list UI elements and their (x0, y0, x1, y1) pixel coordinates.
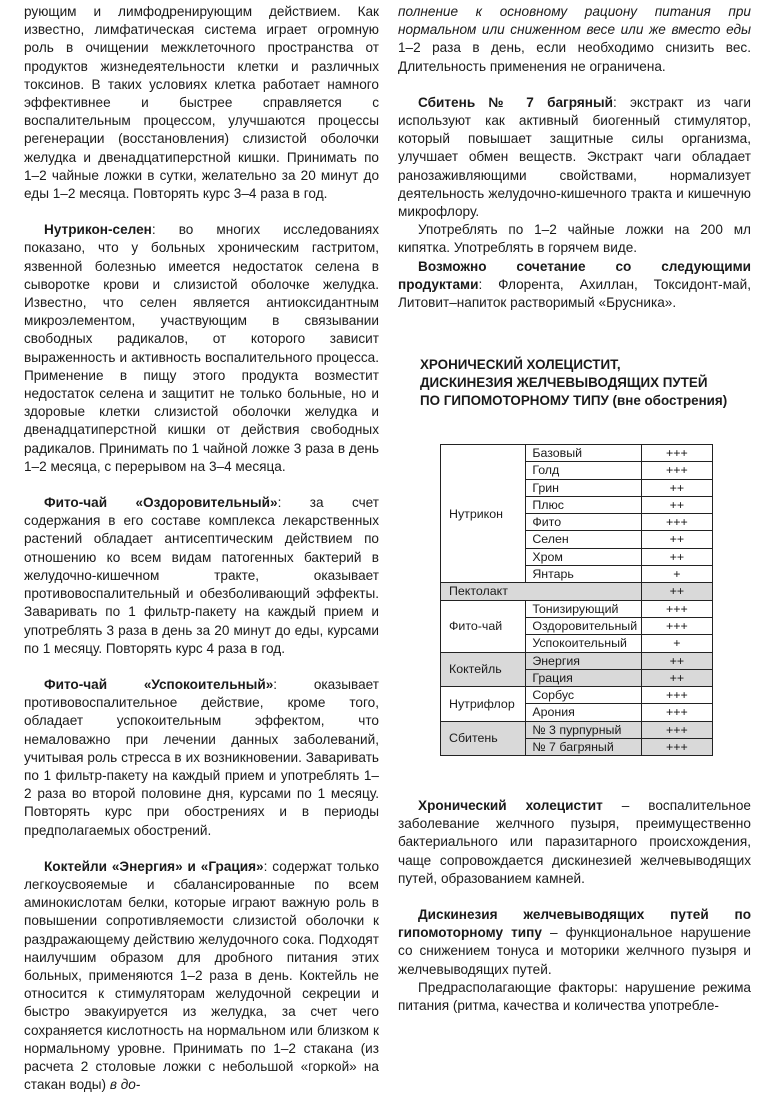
product-name: Селен (526, 531, 641, 548)
product-rating: ++ (641, 479, 712, 496)
product-rating: ++ (641, 548, 712, 565)
group-pektolakt: Пектолакт (441, 583, 642, 600)
product-name: Грин (526, 479, 641, 496)
term-fito-ozdorov: Фито-чай «Оздоровительный» (44, 495, 278, 511)
paragraph-usage: Употреблять по 1–2 чайные ложки на 200 мл кипятка. Употреблять в горячем виде. (398, 222, 751, 256)
table-row (441, 583, 713, 600)
paragraph-kokteili: Коктейли «Энергия» и «Грация»: содержат только легкоусвояемые и сбалансированные по всем аминокислотам белки, которые играют важную роль в повышении сопротивляемости слизистой оболочки к раздражающему действию желудочного сока. Подходят наилучшим образом для дробного питания этих больных, применяются 1–2 раза в день. Коктейль не относится к стимуляторам желудочной секреции и быстро эвакуируется из желудка, за счет чего сохраняется кислотность на нормальном или близком к нормальному уровне. Принимать по 1–2 стакана (из расчета 2 столовые ложки с небольшой «горкой» на стакан воды) в до- (24, 858, 379, 1093)
product-name: Голд (526, 462, 641, 479)
product-name: Энергия (526, 652, 641, 669)
paragraph-dyskinesia: Дискинезия желчевыводящих путей по гипомоторному типу – функциональное нарушение со снижением тонуса и моторики желчного пузыря и желчевыводящих путей. (398, 907, 751, 977)
term-fito-uspok: Фито-чай «Успокоительный» (44, 676, 274, 692)
group-nutrikon: Нутрикон (441, 445, 526, 583)
product-name: № 7 багряный (526, 739, 641, 756)
group-nutriflor: Нутрифлор (441, 687, 526, 722)
product-name: Сорбус (526, 687, 641, 704)
product-name: Базовый (526, 445, 641, 462)
table-row (441, 652, 713, 669)
group-sbiten: Сбитень (441, 721, 526, 756)
product-rating: ++ (641, 531, 712, 548)
product-name: Фито (526, 514, 641, 531)
product-rating: +++ (641, 721, 712, 738)
paragraph-fito-ozdorov: Фито-чай «Оздоровительный»: за счет содержания в его составе комплекса лекарственных растений обладает антисептическим действием по отношению ко всем видам патогенных бактерий в желудочно-кишечном тракте, оказывает противовоспалительный и обезболивающий эффекты. Заваривать по 1 фильтр-пакету на каждый прием и употреблять 3 раза в день за 20 минут до еды, курсами по 1 месяцу. Повторять курс 4 раза в год. (24, 495, 380, 656)
product-rating: +++ (641, 617, 712, 634)
product-rating: +++ (641, 600, 712, 617)
product-name: Оздоровительный (526, 617, 641, 634)
group-kokteil: Коктейль (441, 652, 526, 687)
term-kokteili: Коктейли «Энергия» и «Грация» (44, 858, 264, 874)
product-name: Тонизирующий (526, 600, 641, 617)
product-name: Успокоительный (526, 635, 641, 652)
term-combination: Возможно сочетание со следующими продуктами (398, 258, 751, 292)
product-rating: + (641, 635, 712, 652)
product-name: Янтарь (526, 566, 641, 583)
paragraph-nutrikon-selen: Нутрикон-селен: во многих исследованиях показано, что у больных хроническим гастритом, язвенной болезнью имеется недостаток селена в сыворотке крови и слизистой оболочке желудка. Известно, что селен является антиоксидантным микроэлементом, участвующим в связывании свободных радикалов, от которого зависит выраженность и активность воспалительного процесса. Применение в пищу этого продукта возместит недостаток селена и защитит не только больные, но и здоровые клетки слизистой оболочки желудка и двенадцатиперстной кишки от действия свободных радикалов. Принимать по 1 чайной ложке 3 раза в день 1–2 месяца, с перерывом на 3–4 месяца. (24, 222, 379, 474)
term-cholecystitis: Хронический холецистит (418, 798, 603, 813)
paragraph-factors: Предрасполагающие факторы: нарушение режима питания (ритма, качества и количества употребле- (398, 979, 751, 1014)
product-rating: + (641, 566, 712, 583)
group-fito-chai: Фито-чай (441, 600, 526, 652)
product-rating: ++ (641, 583, 712, 600)
term-nutrikon-selen: Нутрикон-селен (44, 222, 152, 238)
product-rating: +++ (641, 704, 712, 721)
product-rating: ++ (641, 669, 712, 686)
paragraph-continuation: полнение к основному рациону питания при нормальном или сниженном весе или же вместо еды 1–2 раза в день, если необходимо снизить вес. Длительность применения не ограничена. (398, 4, 751, 74)
table-row (441, 721, 713, 738)
product-rating: +++ (641, 739, 712, 756)
product-rating: ++ (641, 652, 712, 669)
product-name: № 3 пурпурный (526, 721, 641, 738)
product-rating: +++ (641, 445, 712, 462)
paragraph-lymph: рующим и лимфодренирующим действием. Как известно, лимфатическая система играет огромную роль в очищении межклеточного пространства от продуктов жизнедеятельности клетки и различных токсинов. В таких условиях клетка работает намного эффективнее и быстрее справляется с воспалительным процессом, улучшаются процессы регенерации (восстановления) слизистой оболочки желудка и двенадцатиперстной кишки. Принимать по 1–2 чайные ложки в сутки, желательно за 20 минут до еды 1–2 месяца. Повторять курс 3–4 раза в год. (24, 4, 379, 202)
table-row (441, 445, 713, 462)
paragraph-combination: Возможно сочетание со следующими продуктами: Флорента, Ахиллан, Токсидонт-май, Литовит–напиток растворимый «Брусника». (398, 258, 751, 311)
product-name: Хром (526, 548, 641, 565)
left-column (24, 3, 379, 1094)
products-table (440, 444, 713, 756)
term-dyskinesia: Дискинезия желчевыводящих путей по гипомоторному типу (398, 907, 751, 941)
product-rating: +++ (641, 687, 712, 704)
product-rating: +++ (641, 514, 712, 531)
table-row (441, 687, 713, 704)
term-sbiten: Сбитень № 7 багряный (418, 94, 613, 110)
paragraph-fito-uspok: Фито-чай «Успокоительный»: оказывает противовоспалительное действие, кроме того, обладает успокоительным эффектом, что немаловажно при лечении данных заболеваний, учитывая роль стресса в их возникновении. Заваривать по 1 фильтр-пакету на каждый прием и употреблять 1–2 раза во второй половине дня, курсами по 1 месяцу. Повторять курс при обострениях и в периоды предполагаемых обострений. (24, 676, 379, 838)
product-name: Плюс (526, 496, 641, 513)
section-heading: ХРОНИЧЕСКИЙ ХОЛЕЦИСТИТ, ДИСКИНЕЗИЯ ЖЕЛЧЕВЫВОДЯЩИХ ПУТЕЙ ПО ГИПОМОТОРНОМУ ТИПУ (вне обострения) (420, 357, 728, 409)
table-row (441, 600, 713, 617)
product-rating: ++ (641, 496, 712, 513)
product-rating: +++ (641, 462, 712, 479)
right-column-bottom (398, 797, 751, 1015)
paragraph-cholecystitis: Хронический холецистит – воспалительное заболевание желчного пузыря, преимущественно бактериального или паразитарного происхождения, чаще сопровождается дискинезией желчевыводящих путей, образованием камней. (398, 798, 751, 886)
paragraph-sbiten: Сбитень № 7 багряный: экстракт из чаги используют как активный биогенный стимулятор, который повышает защитные силы организма, улучшает обмен веществ. Экстракт чаги обладает ранозаживляющими свойствами, нормализует деятельность желудочно-кишечного тракта и кишечную микрофлору. (398, 94, 751, 220)
right-column-top (398, 3, 751, 312)
product-name: Арония (526, 704, 641, 721)
product-name: Грация (526, 669, 641, 686)
